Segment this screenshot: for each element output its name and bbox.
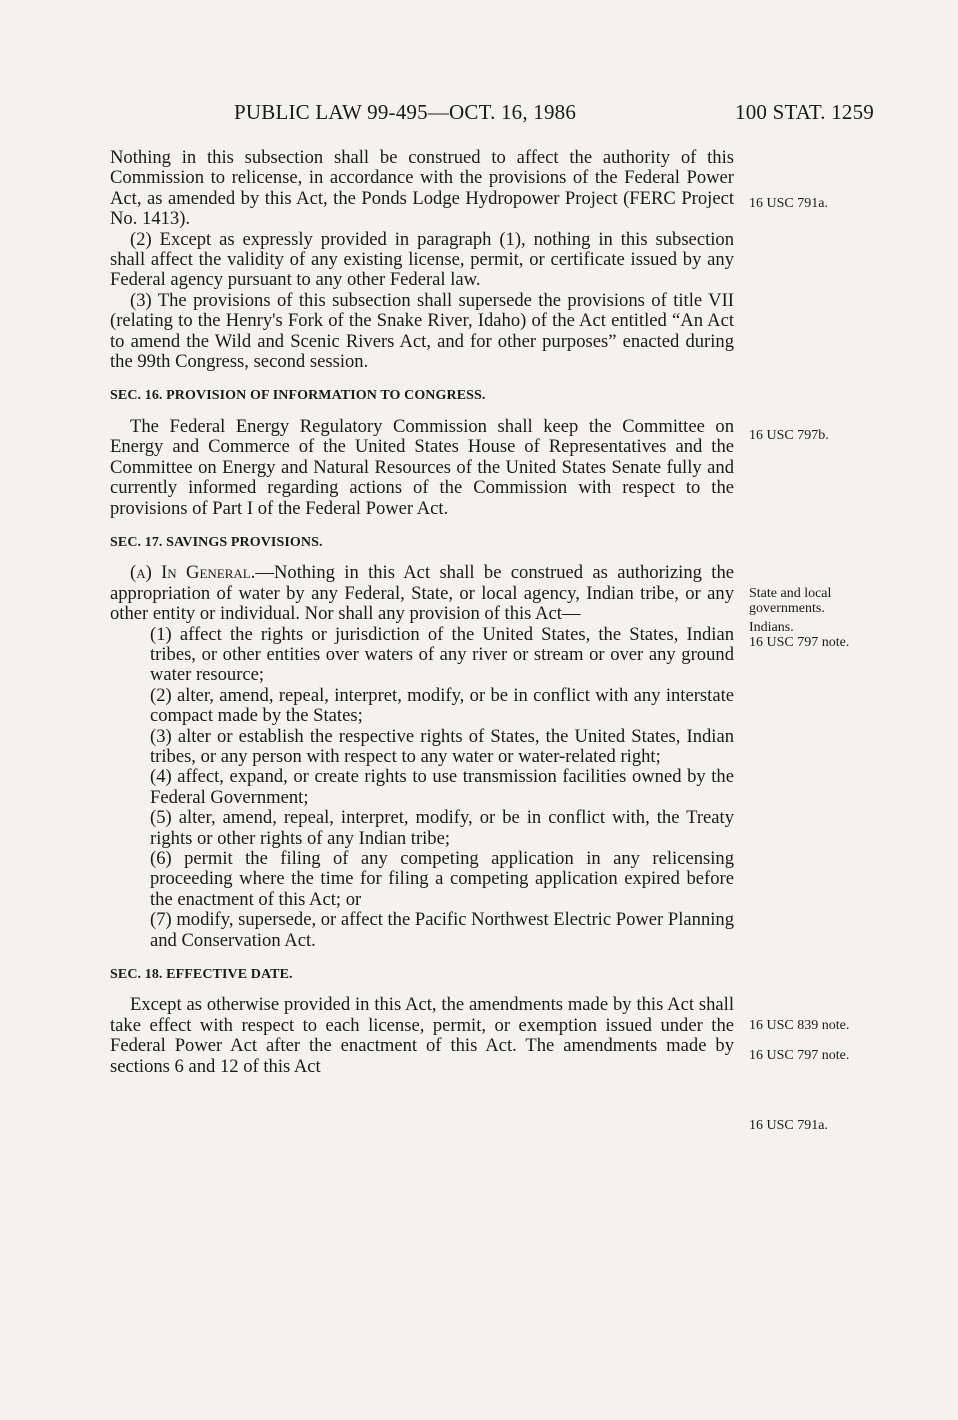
list-item: (4) affect, expand, or create rights to use transmission facilities owned by the Federal Government; (150, 766, 734, 808)
margin-note-state-local: State and local governments. (749, 586, 832, 616)
paragraph-1: Nothing in this subsection shall be construed to affect the authority of this Commission to relicense, in accordance with the provisions of the Federal Power Act, as amended by this Act, the Ponds Lodge Hydropower Project (FERC Project No. 1413). (110, 147, 734, 230)
margin-note-usc-797b: 16 USC 797b. (749, 428, 829, 443)
paragraph-2: (2) Except as expressly provided in paragraph (1), nothing in this subsection shall affect the validity of any existing license, permit, or certificate issued by any Federal agency pursuant to any other Federal law. (110, 228, 734, 291)
section-18-heading: SEC. 18. EFFECTIVE DATE. (110, 967, 293, 983)
savings-list (110, 625, 734, 952)
margin-note-usc-839-note: 16 USC 839 note. (749, 1018, 850, 1033)
section-16-text: The Federal Energy Regulatory Commission shall keep the Committee on Energy and Commerce of the United States House of Representatives and the Committee on Energy and Natural Resources of the United States Senate fully and currently informed regarding actions of the Commission with respect to the provisions of Part I of the Federal Power Act. (110, 415, 734, 519)
list-item: (2) alter, amend, repeal, interpret, modify, or be in conflict with any interstate compact made by the States; (150, 684, 734, 727)
header-stat-page: 100 STAT. 1259 (735, 100, 874, 124)
margin-note-usc-797-note: 16 USC 797 note. (749, 635, 850, 650)
section-16-heading: SEC. 16. PROVISION OF INFORMATION TO CONGRESS. (110, 388, 486, 404)
list-item: (1) affect the rights or jurisdiction of the United States, the States, Indian tribes, or other entities over waters of any river or stream or over any ground water resource; (150, 623, 734, 686)
body-text (110, 148, 734, 1077)
paragraph-3: (3) The provisions of this subsection shall supersede the provisions of title VII (relating to the Henry's Fork of the Snake River, Idaho) of the Act entitled “An Act to amend the Wild and Scenic Rivers Act, and for other purposes” enacted during the 99th Congress, second session. (110, 289, 734, 373)
subsection-a-text: —Nothing in this Act shall be construed as authorizing the appropriation of water by any Federal, State, or local agency, Indian tribe, or any other entity or individual. Nor shall any provision of this Act— (110, 562, 734, 625)
margin-note-usc-797-note-2: 16 USC 797 note. (749, 1048, 850, 1063)
margin-note-usc-791a-2: 16 USC 791a. (749, 1118, 828, 1133)
list-item: (7) modify, supersede, or affect the Pacific Northwest Electric Power Planning and Conservation Act. (150, 909, 734, 951)
margin-note-indians: Indians. (749, 620, 794, 635)
section-17-heading: SEC. 17. SAVINGS PROVISIONS. (110, 534, 323, 550)
margin-note-usc-791a: 16 USC 791a. (749, 196, 828, 211)
subsection-a-label: (a) In General. (130, 562, 256, 584)
list-item: (5) alter, amend, repeal, interpret, modify, or be in conflict with, the Treaty rights or other rights of any Indian tribe; (150, 807, 734, 849)
section-18-text: Except as otherwise provided in this Act, the amendments made by this Act shall take effect with respect to each license, permit, or exemption issued under the Federal Power Act after the enactment of this Act. The amendments made by sections 6 and 12 of this Act (110, 994, 734, 1077)
section-17-subsection-a (110, 563, 734, 624)
list-item: (3) alter or establish the respective rights of States, the United States, Indian tribes, or any person with respect to any water or water-related right; (150, 725, 734, 767)
list-item: (6) permit the filing of any competing application in any relicensing proceeding where the time for filing a competing application expired before the enactment of this Act; or (150, 848, 734, 910)
header-law-date: PUBLIC LAW 99-495—OCT. 16, 1986 (234, 100, 577, 124)
